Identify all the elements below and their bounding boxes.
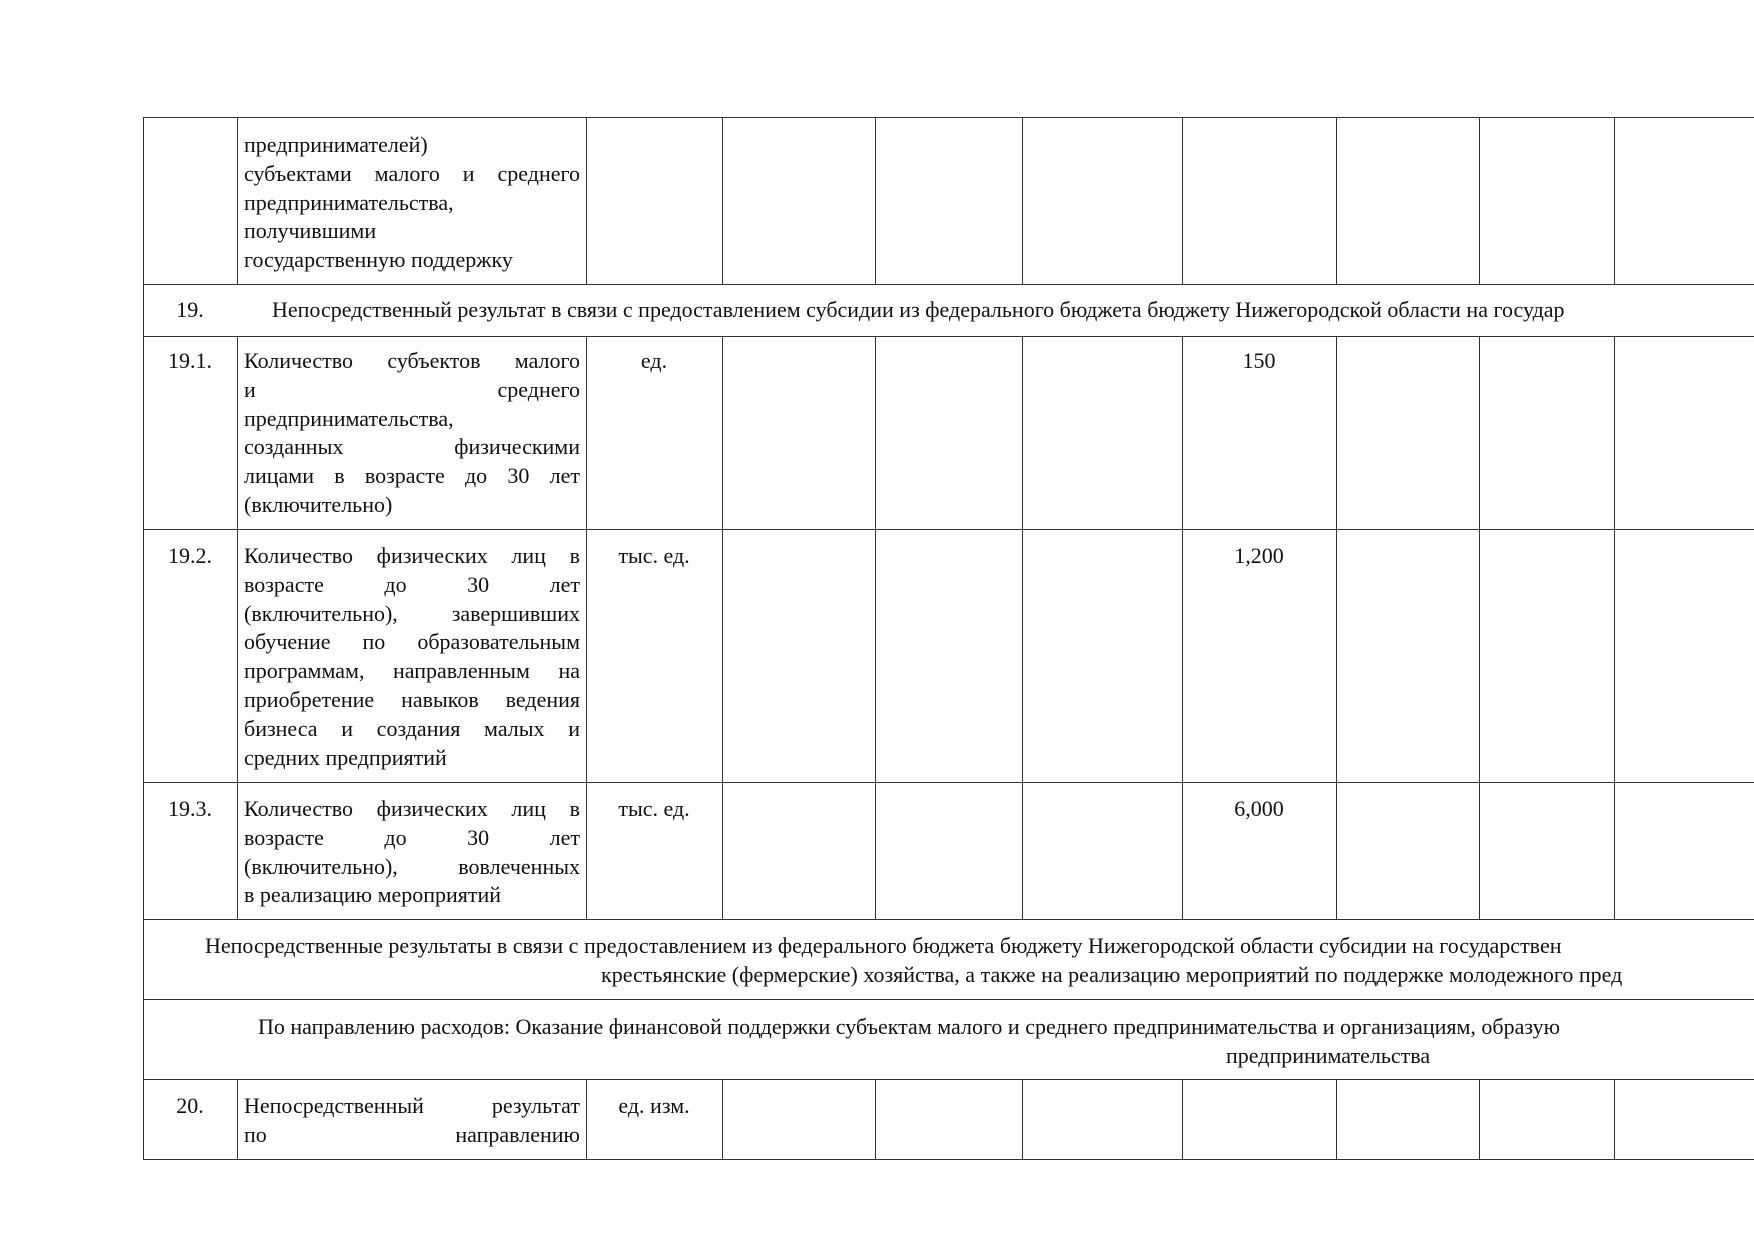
- text-line: созданных физическими: [244, 434, 580, 460]
- column-divider: [1614, 117, 1615, 284]
- text-line: Непосредственный результат: [244, 1093, 580, 1118]
- table-border: [143, 117, 144, 1159]
- text-line: субъектами малого и среднего: [244, 160, 580, 186]
- banner-line: По направлению расходов: Оказание финансовой поддержки субъектам малого и среднего предпринимательства и организациям, образую: [258, 1014, 1561, 1039]
- unit-cell: ед. изм.: [618, 1093, 690, 1118]
- text-line: получившими: [244, 218, 377, 244]
- column-divider: [1336, 336, 1337, 919]
- cell-text: [244, 347, 580, 520]
- cell-text: [244, 795, 580, 910]
- column-divider: [1182, 117, 1183, 284]
- column-divider: [1336, 117, 1337, 284]
- row-divider: [143, 782, 1754, 783]
- text-line: возрасте до 30 лет: [244, 824, 580, 850]
- value-cell: 150: [1242, 348, 1276, 373]
- row-number: 19.: [176, 297, 204, 322]
- unit-cell: тыс. ед.: [618, 543, 690, 568]
- column-divider: [1614, 336, 1615, 919]
- text-line: бизнеса и создания малых и: [244, 715, 580, 741]
- column-divider: [722, 117, 723, 284]
- column-divider: [875, 336, 876, 919]
- text-line: Количество физических лиц в: [244, 796, 580, 821]
- column-divider: [1022, 336, 1023, 919]
- text-line: средних предприятий: [244, 744, 447, 770]
- text-line: предпринимательства,: [244, 189, 454, 215]
- row-number: 19.2.: [168, 543, 212, 568]
- banner-line: крестьянские (фермерские) хозяйства, а также на реализацию мероприятий по поддержке молодежного пред: [601, 962, 1623, 987]
- column-divider: [586, 336, 587, 919]
- column-divider: [237, 336, 238, 919]
- cell-text: [244, 542, 580, 772]
- text-line: лицами в возрасте до 30 лет: [244, 463, 580, 489]
- table-border: [143, 117, 1754, 118]
- value-cell: 6,000: [1234, 796, 1284, 821]
- text-line: государственную поддержку: [244, 247, 513, 273]
- text-line: приобретение навыков ведения: [244, 686, 580, 712]
- column-divider: [1336, 1079, 1337, 1159]
- text-line: в реализацию мероприятий: [244, 882, 502, 908]
- row-divider: [143, 529, 1754, 530]
- text-line: Количество субъектов малого: [244, 348, 580, 373]
- text-line: обучение по образовательным: [244, 629, 580, 655]
- column-divider: [1182, 336, 1183, 919]
- column-divider: [1479, 336, 1480, 919]
- text-line: (включительно), завершивших: [244, 600, 580, 626]
- row-divider: [143, 336, 1754, 337]
- text-line: программам, направленным на: [244, 658, 580, 684]
- column-divider: [875, 117, 876, 284]
- value-cell: 1,200: [1234, 543, 1284, 568]
- column-divider: [1182, 1079, 1183, 1159]
- text-line: Количество физических лиц в: [244, 543, 580, 568]
- text-line: возрасте до 30 лет: [244, 571, 580, 597]
- column-divider: [722, 1079, 723, 1159]
- text-line: по направлению: [244, 1121, 580, 1147]
- column-divider: [237, 1079, 238, 1159]
- unit-cell: ед.: [640, 348, 668, 373]
- column-divider: [1022, 1079, 1023, 1159]
- text-line: предпринимательства,: [244, 405, 454, 431]
- table-border: [143, 1159, 1754, 1160]
- row-divider: [143, 1079, 1754, 1080]
- cell-text: [244, 1092, 580, 1150]
- text-line: предпринимателей): [244, 132, 428, 157]
- column-divider: [1022, 117, 1023, 284]
- row-number: 19.3.: [168, 796, 212, 821]
- column-divider: [722, 336, 723, 919]
- row-divider: [143, 284, 1754, 285]
- column-divider: [1479, 1079, 1480, 1159]
- row-divider: [143, 999, 1754, 1000]
- column-divider: [1614, 1079, 1615, 1159]
- row-number: 20.: [176, 1093, 204, 1118]
- row-number: 19.1.: [168, 348, 212, 373]
- text-line: (включительно): [244, 491, 393, 517]
- banner-line: предпринимательства: [1226, 1043, 1431, 1068]
- column-divider: [237, 117, 238, 284]
- column-divider: [586, 117, 587, 284]
- row-divider: [143, 919, 1754, 920]
- section-heading: Непосредственный результат в связи с предоставлением субсидии из федерального бюджета бюджету Нижегородской области на государ: [272, 297, 1565, 322]
- unit-cell: тыс. ед.: [618, 796, 690, 821]
- column-divider: [875, 1079, 876, 1159]
- text-line: (включительно), вовлеченных: [244, 853, 580, 879]
- column-divider: [1479, 117, 1480, 284]
- text-line: и среднего: [244, 376, 580, 402]
- banner-line: Непосредственные результаты в связи с предоставлением из федерального бюджета бюджету Нижегородской области субсидии на государствен: [205, 933, 1562, 958]
- cell-text: [244, 131, 580, 275]
